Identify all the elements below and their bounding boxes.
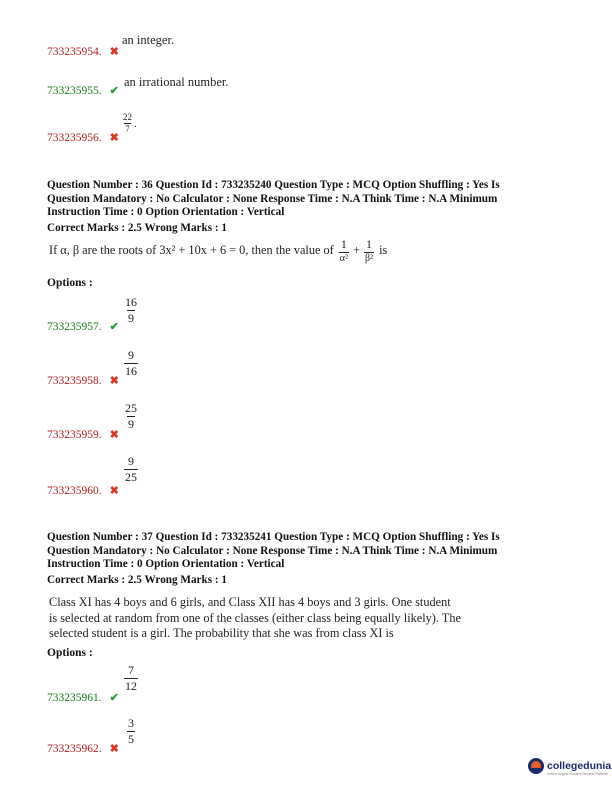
denominator: 9	[128, 416, 134, 431]
numerator: 1	[340, 237, 347, 251]
question-header	[47, 531, 547, 587]
header-line: Question Mandatory : No Calculator : None Response Time : N.A Think Time : N.A Minimum	[47, 544, 498, 557]
wrong-mark-icon: ✖	[109, 485, 119, 497]
wrong-mark-icon: ✖	[109, 743, 119, 755]
logo-name: collegedunia	[547, 760, 612, 772]
wrong-mark-icon: ✖	[109, 132, 119, 144]
numerator: 9	[128, 348, 134, 362]
option-fraction	[124, 455, 138, 483]
option-row	[47, 688, 119, 706]
option-row	[47, 42, 119, 60]
denominator: 9	[128, 310, 134, 325]
numerator: 9	[128, 454, 134, 468]
option-fraction	[127, 717, 135, 745]
fraction	[122, 113, 133, 135]
option-text: an irrational number.	[124, 75, 229, 89]
numerator: 25	[125, 401, 137, 415]
denominator: 12	[125, 678, 137, 693]
correct-mark-icon: ✔	[109, 692, 119, 704]
suffix: .	[134, 117, 137, 130]
denominator: 25	[125, 469, 137, 484]
option-row	[47, 128, 119, 146]
numerator: 1	[366, 237, 373, 251]
option-fraction	[124, 296, 138, 324]
fraction	[364, 238, 374, 264]
plus-sign: +	[353, 243, 360, 258]
options-label: Options :	[47, 277, 93, 289]
question-text-suffix: is	[379, 243, 388, 258]
option-id: 733235960.	[47, 485, 102, 497]
option-id: 733235958.	[47, 375, 102, 387]
header-line: Question Mandatory : No Calculator : None Response Time : N.A Think Time : N.A Minimum	[47, 192, 498, 205]
question-text-line: Class XI has 4 boys and 6 girls, and Class XII has 4 boys and 3 girls. One student	[49, 595, 451, 609]
numerator: 7	[128, 663, 134, 677]
collegedunia-logo	[528, 758, 611, 776]
question-header	[47, 179, 547, 235]
question-text	[49, 595, 519, 642]
options-label: Options :	[47, 647, 93, 659]
option-id: 733235962.	[47, 743, 102, 755]
question-text-line: selected student is a girl. The probability that she was from class XI is	[49, 626, 394, 640]
denominator: 5	[128, 731, 134, 746]
option-row	[47, 481, 119, 499]
wrong-mark-icon: ✖	[109, 46, 119, 58]
option-id: 733235954.	[47, 46, 102, 58]
numerator: 22	[123, 112, 132, 122]
wrong-mark-icon: ✖	[109, 375, 119, 387]
option-id: 733235961.	[47, 692, 102, 704]
marks-line: Correct Marks : 2.5 Wrong Marks : 1	[47, 573, 228, 586]
question-text-prefix: If α, β are the roots of 3x² + 10x + 6 = 0, then the value of	[49, 243, 334, 258]
question-text-line: is selected at random from one of the classes (either class being equally likely). The	[49, 610, 461, 625]
option-id: 733235956.	[47, 132, 102, 144]
denominator: 7	[125, 124, 130, 135]
option-fraction	[124, 402, 138, 430]
option-id: 733235955.	[47, 85, 102, 97]
option-fraction	[124, 349, 138, 377]
denominator: β²	[364, 252, 374, 264]
header-line: Question Number : 36 Question Id : 733235240 Question Type : MCQ Option Shuffling : Yes Is	[47, 179, 500, 191]
option-id: 733235957.	[47, 321, 102, 333]
option-fraction	[124, 664, 138, 692]
correct-mark-icon: ✔	[109, 85, 119, 97]
header-line: Question Number : 37 Question Id : 733235241 Question Type : MCQ Option Shuffling : Yes Is	[47, 531, 500, 543]
fraction	[339, 238, 349, 264]
option-row	[47, 739, 119, 757]
collegedunia-logo-icon	[528, 758, 544, 774]
option-math	[122, 113, 137, 135]
question-text	[49, 238, 519, 264]
marks-line: Correct Marks : 2.5 Wrong Marks : 1	[47, 221, 228, 234]
correct-mark-icon: ✔	[109, 321, 119, 333]
header-line: Instruction Time : 0 Option Orientation : Vertical	[47, 558, 285, 570]
option-id: 733235959.	[47, 429, 102, 441]
logo-tagline: India's largest Student Review Platform	[547, 772, 608, 776]
option-row	[47, 371, 119, 389]
option-text: an integer.	[122, 33, 175, 47]
option-row	[47, 317, 119, 335]
option-row	[47, 81, 119, 99]
option-row	[47, 425, 119, 443]
numerator: 16	[125, 295, 137, 309]
numerator: 3	[128, 716, 134, 730]
header-line: Instruction Time : 0 Option Orientation : Vertical	[47, 206, 285, 218]
denominator: α²	[339, 252, 349, 264]
wrong-mark-icon: ✖	[109, 429, 119, 441]
denominator: 16	[125, 363, 137, 378]
